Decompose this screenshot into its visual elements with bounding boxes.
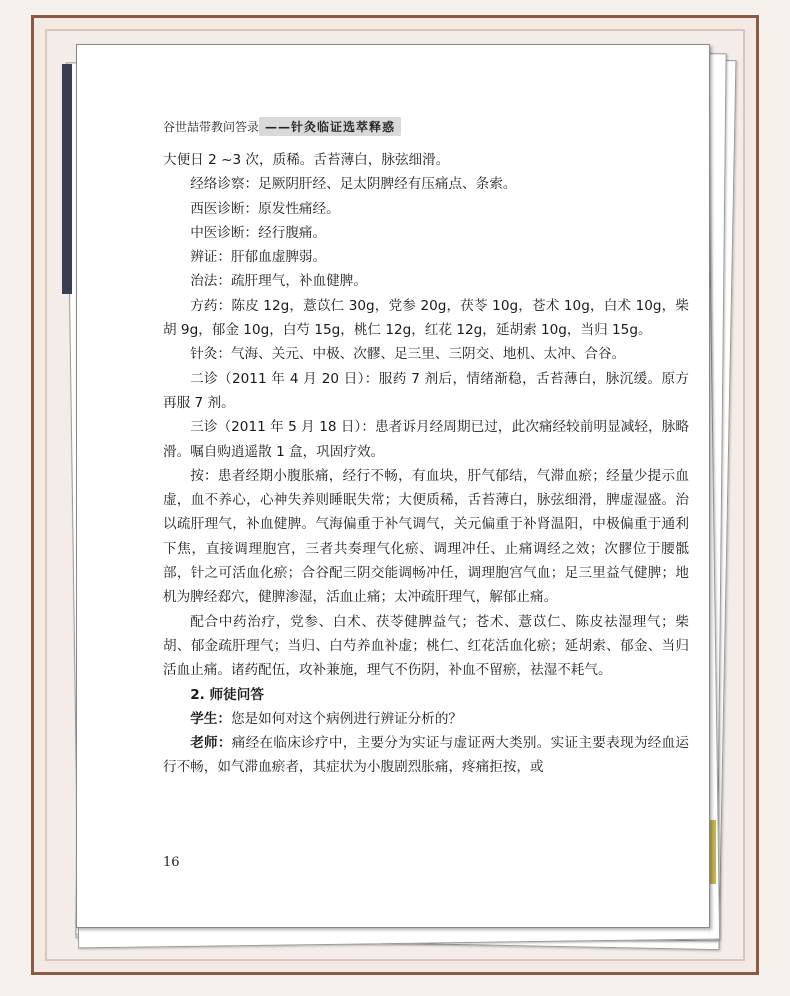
running-header: [163, 116, 401, 136]
book-spine-edge: [62, 64, 72, 294]
section-heading: 2. 师徒问答: [190, 686, 264, 703]
series-title: 针灸临证选萃释惑: [291, 119, 396, 134]
paragraph: 针灸：气海、关元、中极、次髎、足三里、三阴交、地机、太冲、合谷。: [190, 346, 626, 363]
book-title: 谷世喆带教问答录: [163, 119, 260, 134]
speaker-label: 学生：: [190, 710, 231, 727]
paragraph: 辨证：肝郁血虚脾弱。: [190, 249, 327, 266]
paragraph: 经络诊察：足厥阴肝经、足太阴脾经有压痛点、条索。: [190, 176, 517, 193]
paragraph: 中医诊断：经行腹痛。: [190, 224, 327, 241]
paragraph: 按：患者经期小腹胀痛，经行不畅，有血块，肝气郁结，气滞血瘀；经量少提示血虚，血不养心，心神失养则睡眠失常；大便质稀，舌苔薄白，脉弦细滑，脾虚湿盛。治以疏肝理气，补血健脾。气海偏重于补气调气，关元偏重于补肾温阳，中极偏重于通利下焦，直接调理胞宫，三者共奏理气化瘀、调理冲任、止痛调经之效；次髎位于腰骶部，针之可活血化瘀；合谷配三阴交能调畅冲任，调理胞宫气血；足三里益气健脾；地机为脾经郄穴，健脾渗湿，活血止痛；太冲疏肝理气，解郁止痛。: [163, 467, 689, 606]
page-number: 16: [163, 855, 180, 870]
paragraph: 方药：陈皮 12g，薏苡仁 30g，党参 20g，茯苓 10g，苍术 10g，白术 10g，柴胡 9g，郁金 10g，白芍 15g，桃仁 12g，红花 12g，延胡索 10g，当归 15g。: [163, 297, 689, 339]
book-page: [76, 44, 710, 928]
dialogue-text: 您是如何对这个病例进行辨证分析的？: [230, 710, 463, 727]
paragraph: 二诊（2011 年 4 月 20 日）：服药 7 剂后，情绪渐稳，舌苔薄白，脉沉缓。原方再服 7 剂。: [163, 370, 689, 411]
speaker-label: 老师：: [190, 735, 232, 752]
paragraph: 配合中药治疗，党参、白术、茯苓健脾益气；苍术、薏苡仁、陈皮祛湿理气；柴胡、郁金疏肝理气；当归、白芍养血补虚；桃仁、红花活血化瘀；延胡索、郁金、当归活血止痛。诸药配伍，攻补兼施，理气不伤阴，补血不留瘀，祛湿不耗气。: [163, 613, 689, 679]
dialogue-text: 痛经在临床诊疗中，主要分为实证与虚证两大类别。实证主要表现为经血运行不畅，如气滞血瘀者，其症状为小腹剧烈胀痛，疼痛拒按，或: [163, 735, 690, 776]
header-dash: ——: [265, 119, 292, 134]
dialogue-line: [163, 707, 689, 731]
body-text: [163, 148, 689, 780]
paragraph: 三诊（2011 年 5 月 18 日）：患者诉月经周期已过，此次痛经较前明显减轻，脉略滑。嘱自购逍遥散 1 盒，巩固疗效。: [163, 419, 689, 460]
paragraph: 治法：疏肝理气，补血健脾。: [190, 273, 367, 290]
paragraph: 大便日 2 ~3 次，质稀。舌苔薄白，脉弦细滑。: [163, 152, 450, 168]
dialogue-line: [163, 731, 689, 780]
paragraph: 西医诊断：原发性痛经。: [190, 200, 340, 217]
